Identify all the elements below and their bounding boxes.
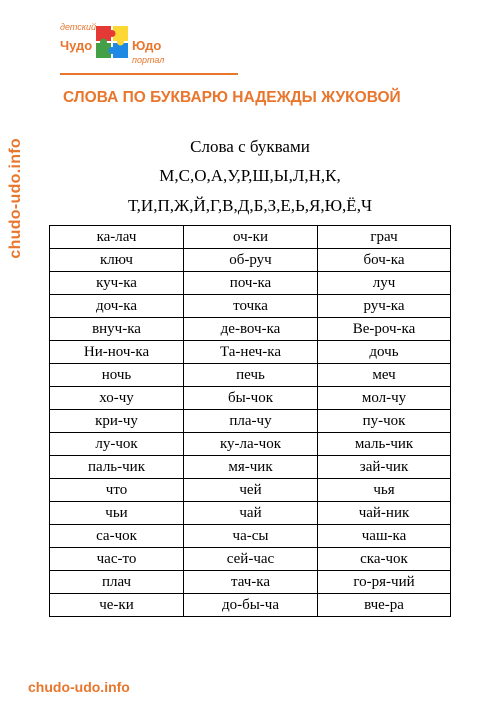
table-cell: ча-сы	[184, 525, 318, 548]
table-row	[50, 249, 451, 272]
table-row	[50, 502, 451, 525]
table-cell: пу-чок	[318, 410, 451, 433]
table-cell: об-руч	[184, 249, 318, 272]
table-cell: пла-чу	[184, 410, 318, 433]
table-row	[50, 272, 451, 295]
portal-logo	[58, 18, 178, 70]
words-table	[49, 225, 451, 617]
table-cell: хо-чу	[50, 387, 184, 410]
table-row	[50, 226, 451, 249]
table-cell: луч	[318, 272, 451, 295]
table-row	[50, 410, 451, 433]
table-cell: точка	[184, 295, 318, 318]
subtitle-letters-line-2: Т,И,П,Ж,Й,Г,В,Д,Б,З,Е,Ь,Я,Ю,Ё,Ч	[127, 196, 372, 215]
table-row	[50, 387, 451, 410]
table-cell: ка-лач	[50, 226, 184, 249]
table-cell: сей-час	[184, 548, 318, 571]
table-row	[50, 525, 451, 548]
table-cell: час-то	[50, 548, 184, 571]
table-cell: оч-ки	[184, 226, 318, 249]
document-title: СЛОВА ПО БУКВАРЮ НАДЕЖДЫ ЖУКОВОЙ	[63, 89, 401, 106]
header-divider	[60, 73, 238, 75]
table-cell: Ни-ноч-ка	[50, 341, 184, 364]
table-cell: че-ки	[50, 594, 184, 617]
table-cell: Та-неч-ка	[184, 341, 318, 364]
table-cell: маль-чик	[318, 433, 451, 456]
table-row	[50, 548, 451, 571]
table-cell: боч-ка	[318, 249, 451, 272]
table-row	[50, 456, 451, 479]
table-cell: зай-чик	[318, 456, 451, 479]
table-cell: чьи	[50, 502, 184, 525]
table-cell: бы-чок	[184, 387, 318, 410]
subtitle-letters-line-1: М,С,О,А,У,Р,Ш,Ы,Л,Н,К,	[159, 166, 341, 185]
table-cell: внуч-ка	[50, 318, 184, 341]
table-cell: мол-чу	[318, 387, 451, 410]
table-row	[50, 364, 451, 387]
table-row	[50, 571, 451, 594]
table-row	[50, 341, 451, 364]
table-cell: печь	[184, 364, 318, 387]
table-cell: чай	[184, 502, 318, 525]
table-cell: де-воч-ка	[184, 318, 318, 341]
table-cell: ночь	[50, 364, 184, 387]
logo-word-left: Чудо	[60, 38, 93, 53]
table-cell: Ве-роч-ка	[318, 318, 451, 341]
table-cell: са-чок	[50, 525, 184, 548]
table-row	[50, 433, 451, 456]
table-cell: чей	[184, 479, 318, 502]
footer-site-url: chudo-udo.info	[28, 679, 130, 695]
table-row	[50, 295, 451, 318]
table-cell: доч-ка	[50, 295, 184, 318]
table-cell: паль-чик	[50, 456, 184, 479]
logo-word-right: Юдо	[132, 38, 162, 53]
table-cell: лу-чок	[50, 433, 184, 456]
table-row	[50, 318, 451, 341]
table-cell: чай-ник	[318, 502, 451, 525]
table-row	[50, 479, 451, 502]
table-cell: го-ря-чий	[318, 571, 451, 594]
table-cell: до-бы-ча	[184, 594, 318, 617]
logo-bottom-word: портал	[132, 55, 165, 65]
table-cell: грач	[318, 226, 451, 249]
table-cell: чаш-ка	[318, 525, 451, 548]
table-cell: кри-чу	[50, 410, 184, 433]
table-cell: мя-чик	[184, 456, 318, 479]
subtitle-line-1: Слова с буквами	[190, 137, 310, 156]
table-cell: вче-ра	[318, 594, 451, 617]
table-cell: дочь	[318, 341, 451, 364]
table-cell: руч-ка	[318, 295, 451, 318]
table-cell: ку-ла-чок	[184, 433, 318, 456]
table-cell: ключ	[50, 249, 184, 272]
table-cell: чья	[318, 479, 451, 502]
table-cell: что	[50, 479, 184, 502]
table-cell: поч-ка	[184, 272, 318, 295]
table-row	[50, 594, 451, 617]
table-cell: плач	[50, 571, 184, 594]
logo-top-word: детский	[60, 22, 97, 32]
table-cell: ска-чок	[318, 548, 451, 571]
table-cell: куч-ка	[50, 272, 184, 295]
table-cell: тач-ка	[184, 571, 318, 594]
side-site-url: chudo-udo.info	[7, 138, 24, 259]
table-cell: меч	[318, 364, 451, 387]
puzzle-icon	[94, 24, 130, 60]
